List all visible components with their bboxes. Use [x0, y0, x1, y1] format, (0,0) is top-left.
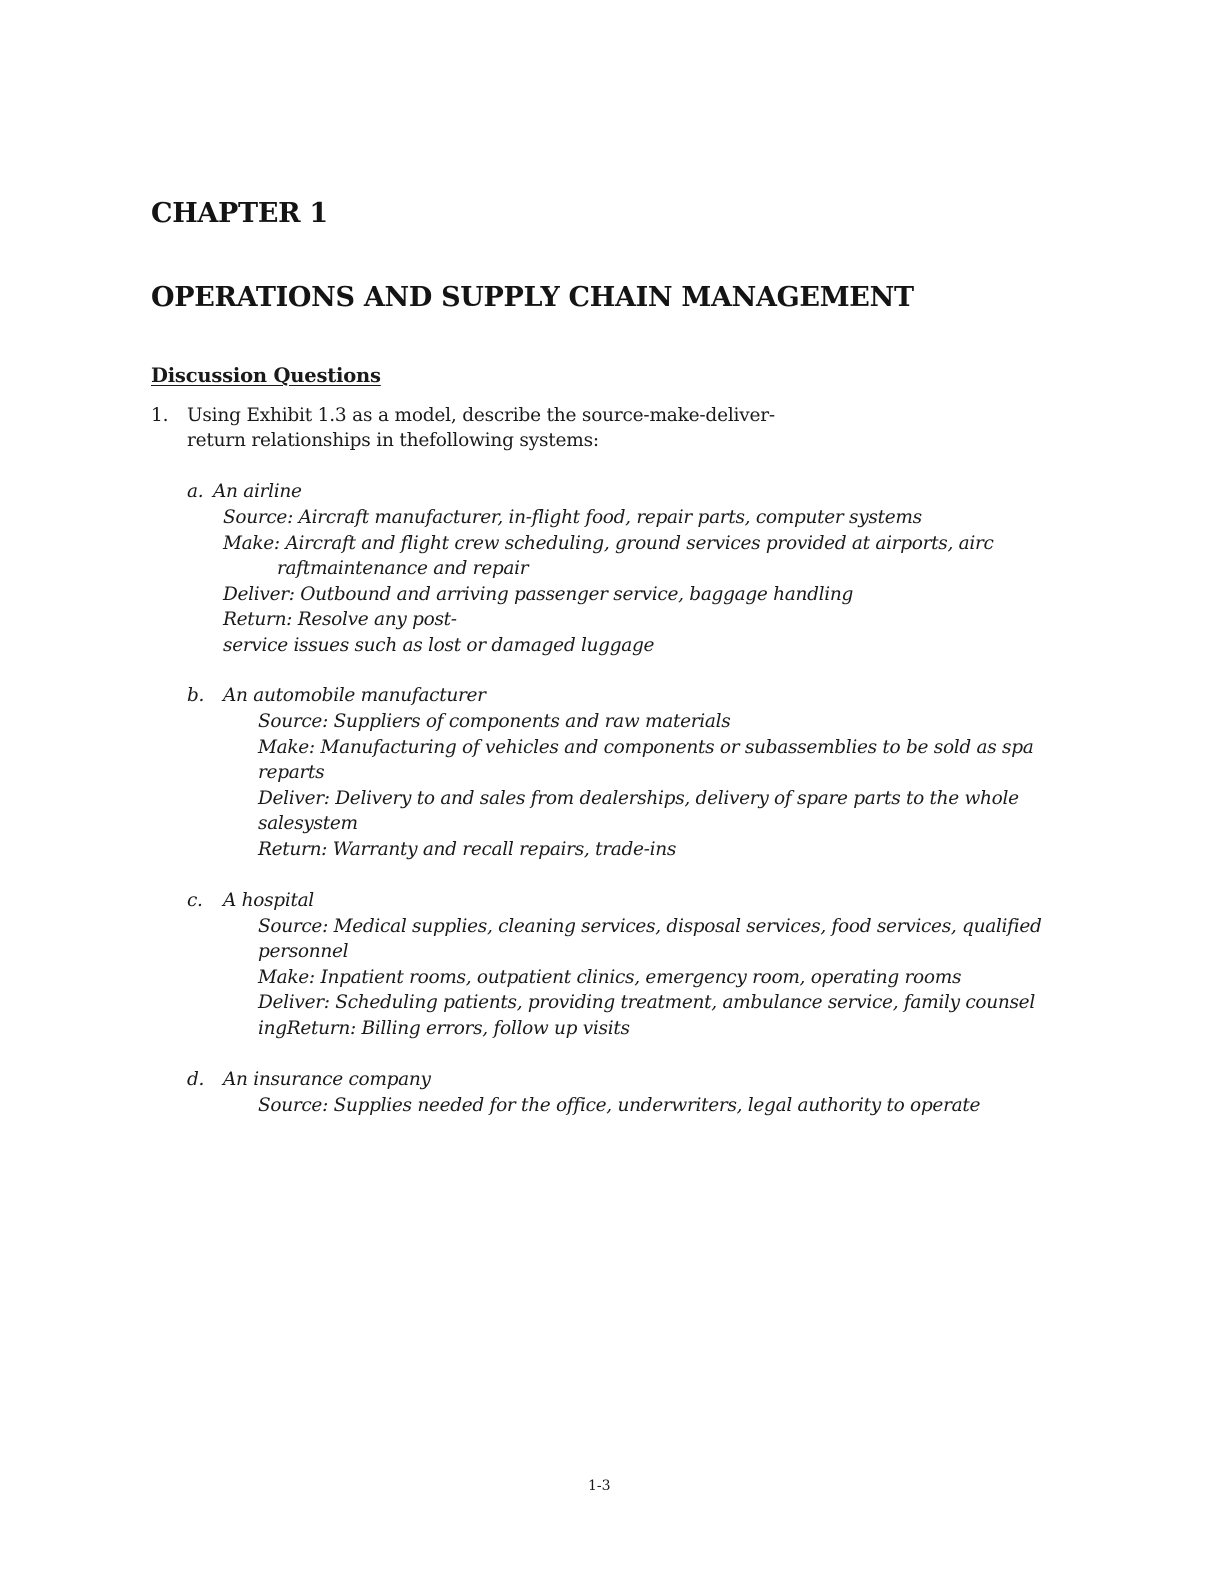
item-marker: a. [187, 481, 204, 502]
question-number: 1. [151, 405, 169, 426]
item-title: A hospital [223, 890, 314, 911]
item-line: ingReturn: Billing errors, follow up visits [258, 1018, 630, 1039]
item-line: personnel [258, 941, 349, 962]
item-line: Return: Warranty and recall repairs, trade-ins [258, 839, 677, 860]
item-marker: d. [187, 1069, 205, 1090]
item-line: reparts [258, 762, 325, 783]
chapter-label: CHAPTER 1 [151, 198, 328, 229]
item-line: Deliver: Outbound and arriving passenger service, baggage handling [223, 584, 854, 605]
item-line: Source: Suppliers of components and raw materials [258, 711, 731, 732]
item-marker: b. [187, 685, 205, 706]
chapter-title: OPERATIONS AND SUPPLY CHAIN MANAGEMENT [151, 282, 914, 313]
question-text-line-2: return relationships in thefollowing systems: [187, 430, 599, 451]
item-line: Source: Supplies needed for the office, underwriters, legal authority to operate [258, 1095, 981, 1116]
item-line: Make: Manufacturing of vehicles and components or subassemblies to be sold as spa [258, 737, 1034, 758]
item-marker: c. [187, 890, 203, 911]
item-line: salesystem [258, 813, 358, 834]
question-text-line-1: Using Exhibit 1.3 as a model, describe the source-make-deliver- [187, 405, 775, 426]
item-title: An airline [213, 481, 302, 502]
item-line: Deliver: Delivery to and sales from dealerships, delivery of spare parts to the whole [258, 788, 1019, 809]
page-number: 1-3 [588, 1478, 611, 1494]
item-title: An automobile manufacturer [223, 685, 486, 706]
item-line: Make: Aircraft and flight crew scheduling, ground services provided at airports, airc [223, 533, 994, 554]
item-line: Return: Resolve any post- [223, 609, 457, 630]
item-line: Source: Medical supplies, cleaning services, disposal services, food services, qualified [258, 916, 1042, 937]
item-line: raftmaintenance and repair [277, 558, 529, 579]
item-line: Source: Aircraft manufacturer, in-flight food, repair parts, computer systems [223, 507, 922, 528]
item-line: Deliver: Scheduling patients, providing treatment, ambulance service, family counsel [258, 992, 1035, 1013]
item-line: Make: Inpatient rooms, outpatient clinics, emergency room, operating rooms [258, 967, 962, 988]
item-title: An insurance company [223, 1069, 431, 1090]
item-line: service issues such as lost or damaged luggage [223, 635, 655, 656]
section-heading: Discussion Questions [151, 364, 381, 387]
